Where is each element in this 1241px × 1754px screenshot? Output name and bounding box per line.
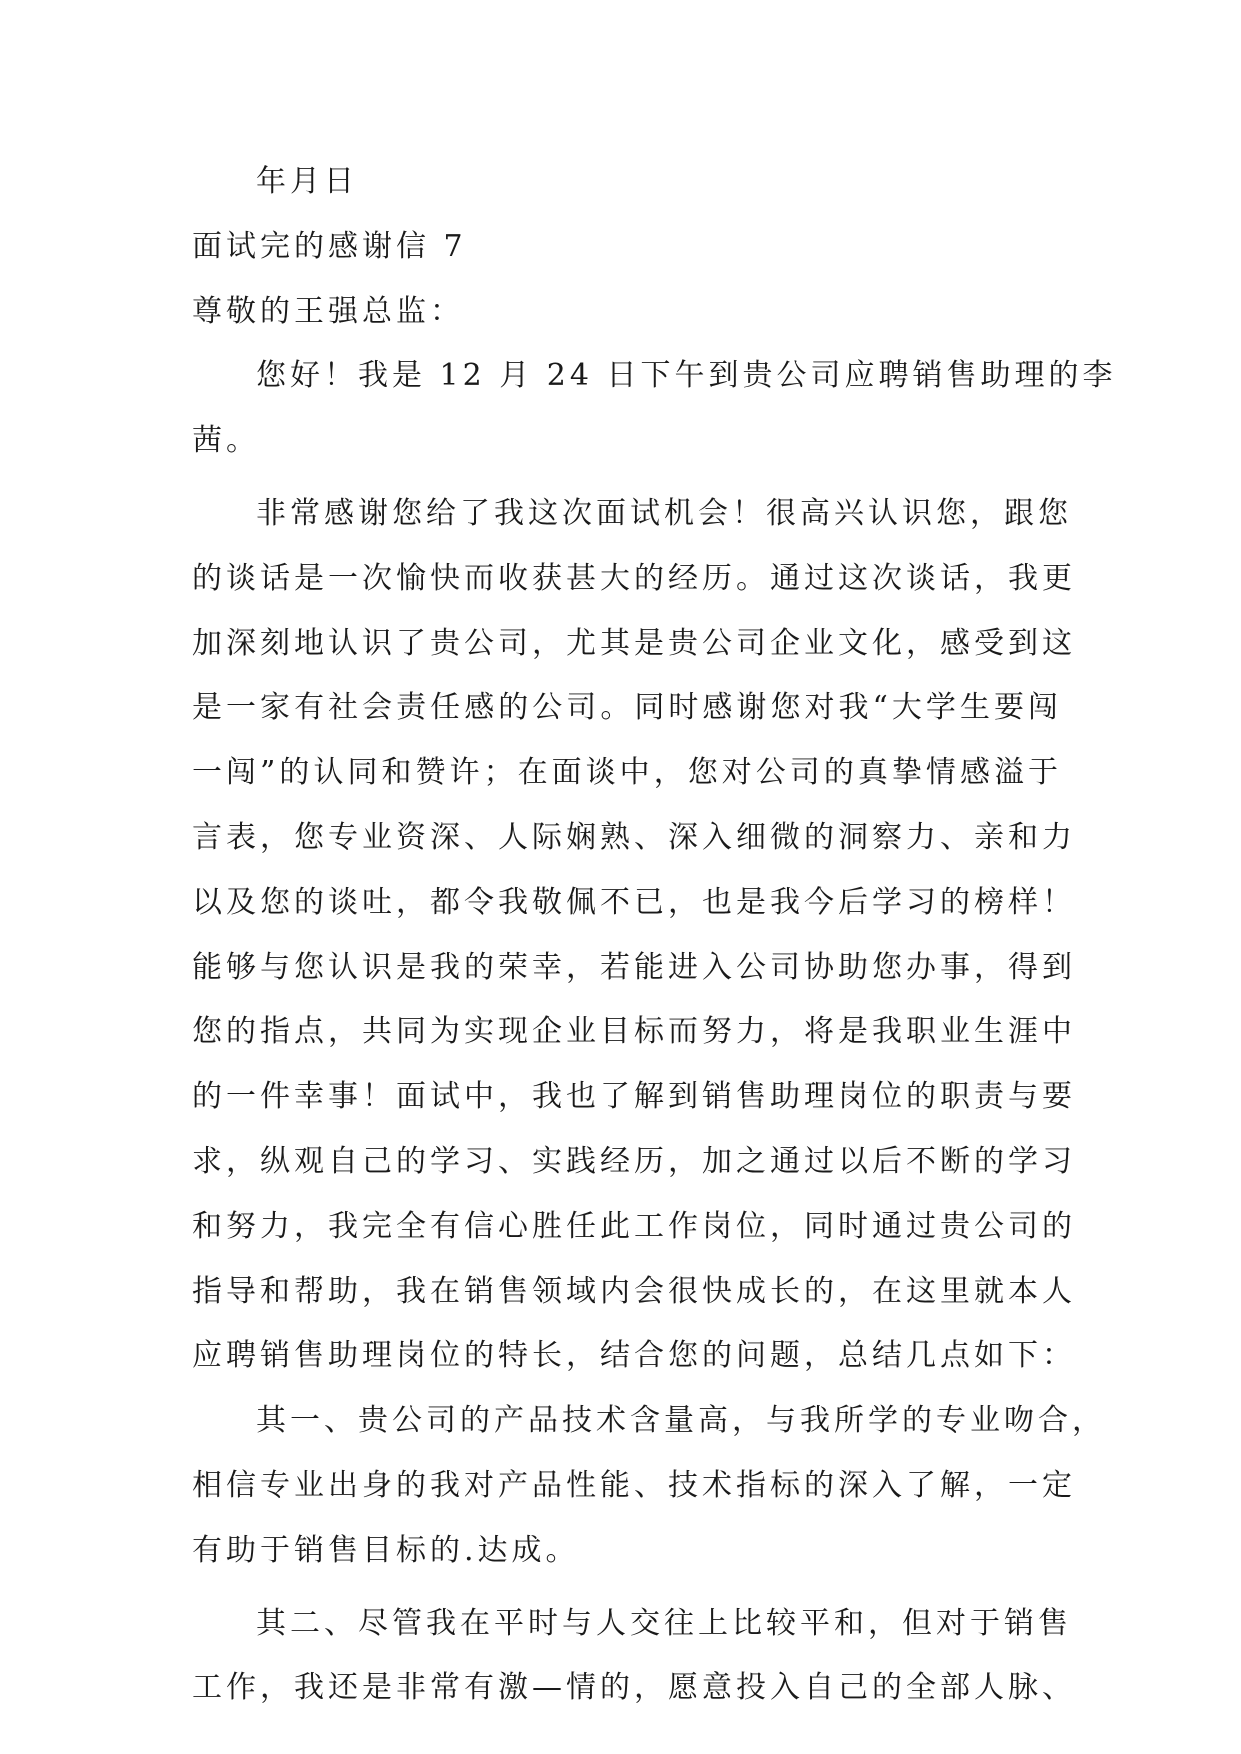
paragraph-line: 应聘销售助理岗位的特长，结合您的问题，总结几点如下： bbox=[192, 1338, 1076, 1374]
paragraph-line: 是一家有社会责任感的公司。同时感谢您对我“大学生要闯 bbox=[192, 690, 1062, 726]
paragraph-line: 能够与您认识是我的荣幸，若能进入公司协助您办事，得到 bbox=[192, 949, 1076, 985]
paragraph-line: 相信专业出身的我对产品性能、技术指标的深入了解，一定 bbox=[192, 1467, 1076, 1503]
paragraph-line: 其二、尽管我在平时与人交往上比较平和，但对于销售 bbox=[256, 1605, 1072, 1641]
salutation: 尊敬的王强总监： bbox=[192, 293, 464, 329]
paragraph-line: 言表，您专业资深、人际娴熟、深入细微的洞察力、亲和力 bbox=[192, 819, 1076, 855]
date-line: 年月日 bbox=[256, 164, 358, 199]
paragraph-line: 加深刻地认识了贵公司，尤其是贵公司企业文化，感受到这 bbox=[192, 625, 1076, 661]
paragraph-point-one bbox=[192, 1389, 1106, 1583]
paragraph-line: 您好！我是 12 月 24 日下午到贵公司应聘销售助理的李 bbox=[256, 358, 1117, 394]
paragraph-line: 一闯”的认同和赞许；在面谈中，您对公司的真挚情感溢于 bbox=[192, 755, 1062, 791]
paragraph-line: 有助于销售目标的.达成。 bbox=[192, 1532, 580, 1568]
paragraph-line: 以及您的谈吐，都令我敬佩不已，也是我今后学习的榜样！ bbox=[192, 884, 1076, 920]
paragraph-line: 和努力，我完全有信心胜任此工作岗位，同时通过贵公司的 bbox=[192, 1208, 1076, 1244]
paragraph-line: 指导和帮助，我在销售领域内会很快成长的，在这里就本人 bbox=[192, 1273, 1076, 1309]
paragraph-line: 茜。 bbox=[192, 423, 260, 459]
letter-title: 面试完的感谢信 7 bbox=[192, 228, 467, 264]
paragraph-line: 的谈话是一次愉快而收获甚大的经历。通过这次谈话，我更 bbox=[192, 560, 1076, 596]
paragraph-thanks bbox=[192, 482, 1076, 1389]
paragraph-greeting bbox=[192, 344, 1117, 474]
paragraph-line: 工作，我还是非常有激—情的，愿意投入自己的全部人脉、 bbox=[192, 1670, 1076, 1706]
paragraph-line: 您的指点，共同为实现企业目标而努力，将是我职业生涯中 bbox=[192, 1014, 1076, 1050]
paragraph-line: 求，纵观自己的学习、实践经历，加之通过以后不断的学习 bbox=[192, 1143, 1076, 1179]
paragraph-line: 非常感谢您给了我这次面试机会！很高兴认识您，跟您 bbox=[256, 495, 1072, 531]
paragraph-line: 的一件幸事！面试中，我也了解到销售助理岗位的职责与要 bbox=[192, 1079, 1076, 1115]
paragraph-point-two bbox=[192, 1592, 1076, 1722]
paragraph-line: 其一、贵公司的产品技术含量高，与我所学的专业吻合， bbox=[256, 1403, 1106, 1439]
letter-body bbox=[192, 150, 1117, 1721]
